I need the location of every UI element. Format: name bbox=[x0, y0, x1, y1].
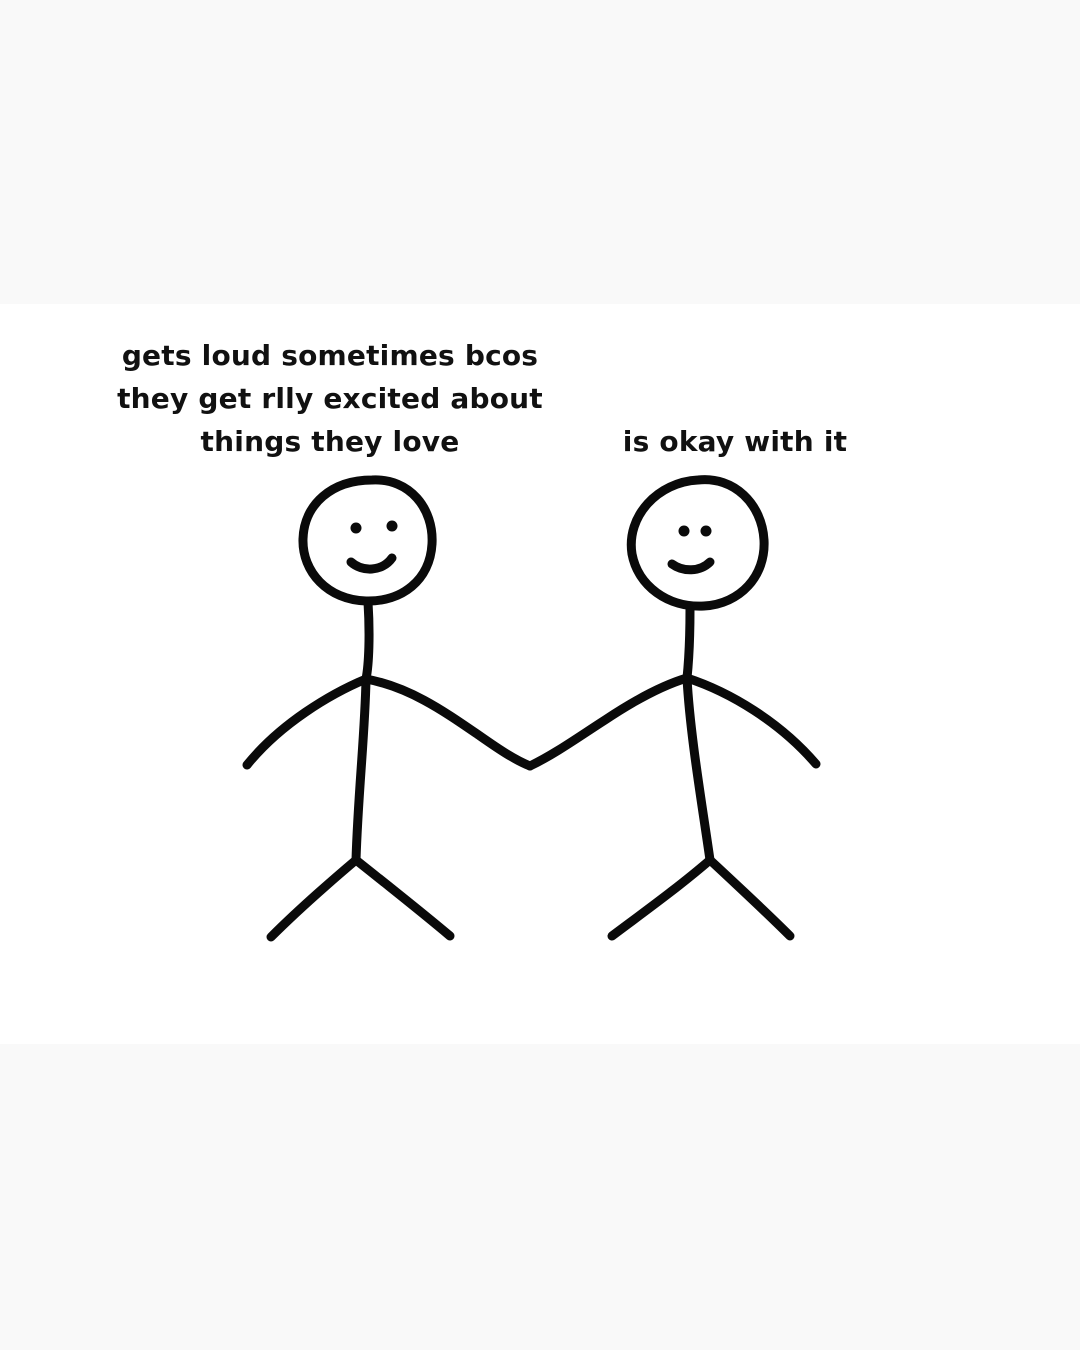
right-figure-right-arm bbox=[687, 678, 816, 764]
left-caption-line-3: things they love bbox=[200, 425, 460, 458]
stick-figure-left bbox=[247, 480, 530, 937]
left-caption-line-1: gets loud sometimes bcos bbox=[121, 339, 539, 372]
left-figure-right-leg bbox=[356, 860, 450, 936]
left-figure-head bbox=[303, 480, 432, 601]
right-figure-eye-left bbox=[679, 526, 690, 537]
left-figure-right-arm bbox=[366, 679, 530, 766]
right-figure-caption: is okay with it bbox=[622, 425, 848, 458]
right-figure-eye-right bbox=[701, 526, 712, 537]
right-figure-body bbox=[687, 609, 710, 860]
left-caption-line-2: they get rlly excited about bbox=[117, 382, 543, 415]
left-figure-eye-right bbox=[387, 521, 398, 532]
right-figure-left-arm bbox=[530, 678, 687, 766]
left-figure-eye-left bbox=[351, 523, 362, 534]
left-figure-left-arm bbox=[247, 679, 366, 765]
left-figure-smile bbox=[351, 558, 392, 569]
stick-figures-drawing bbox=[0, 304, 1080, 1044]
right-figure-left-leg bbox=[612, 860, 710, 936]
left-figure-body bbox=[356, 602, 369, 860]
right-figure-smile bbox=[672, 562, 710, 570]
stick-figure-right bbox=[530, 480, 816, 936]
right-figure-head bbox=[631, 480, 764, 607]
left-figure-left-leg bbox=[271, 860, 356, 937]
meme-panel bbox=[0, 304, 1080, 1044]
right-figure-right-leg bbox=[710, 860, 790, 936]
